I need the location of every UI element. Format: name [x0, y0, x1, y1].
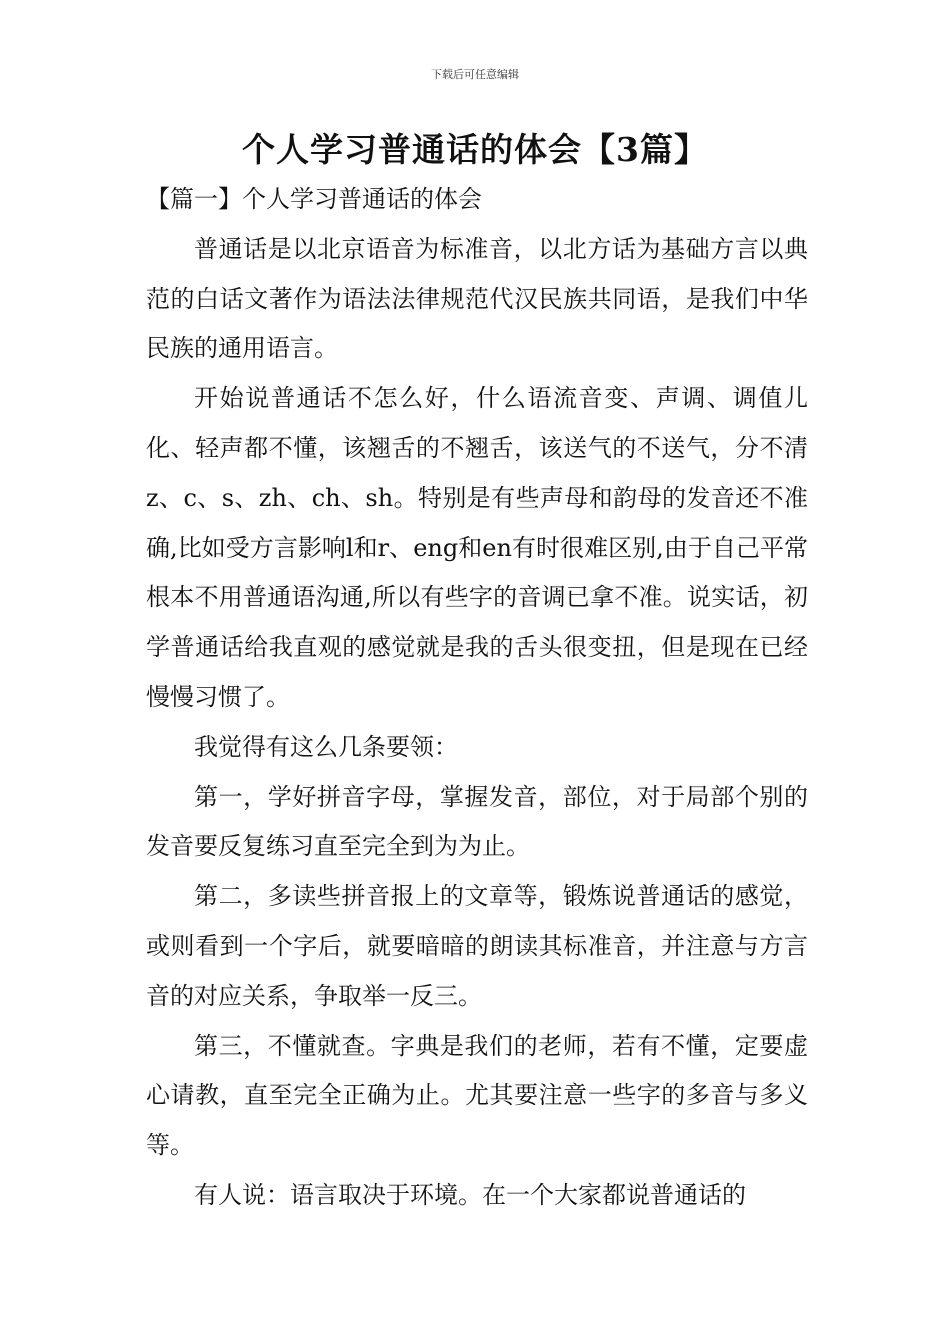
header-note: 下载后可任意编辑 — [431, 68, 519, 81]
paragraph-point-two: 第二，多读些拼音报上的文章等，锻炼说普通话的感觉，或则看到一个字后，就要暗暗的朗读其标准音，并注意与方言音的对应关系，争取举一反三。 — [146, 882, 808, 1010]
section-heading: 【篇一】个人学习普通话的体会 — [146, 185, 482, 213]
paragraph-beginning: 开始说普通话不怎么好，什么语流音变、声调、调值儿化、轻声都不懂，该翘舌的不翘舌，该送气的不送气，分不清z、c、s、zh、ch、sh。特别是有些声母和韵母的发音还不准确,比如受方言影响l和r、eng和en有时很难区别,由于自己平常根本不用普通语沟通,所以有些字的音调已拿不准。说实话，初学普通话给我直观的感觉就是我的舌头很变扭，但是现在已经慢慢习惯了。 — [146, 384, 808, 711]
paragraph-point-one: 第一，学好拼音字母，掌握发音，部位，对于局部个别的发音要反复练习直至完全到为为止。 — [146, 782, 808, 861]
paragraph-intro: 普通话是以北京语音为标准音，以北方话为基础方言以典范的白话文著作为语法法律规范代汉民族共同语，是我们中华民族的通用语言。 — [146, 234, 808, 363]
paragraph-environment: 有人说：语言取决于环境。在一个大家都说普通话的 — [194, 1180, 746, 1209]
paragraph-point-three: 第三，不懂就查。字典是我们的老师，若有不懂，定要虚心请教，直至完全正确为止。尤其要注意一些字的多音与多义等。 — [146, 1031, 808, 1160]
document-body — [146, 175, 808, 1221]
paragraph-key-points: 我觉得有这么几条要领： — [194, 732, 458, 761]
document-title: 个人学习普通话的体会【3篇】 — [242, 130, 708, 169]
